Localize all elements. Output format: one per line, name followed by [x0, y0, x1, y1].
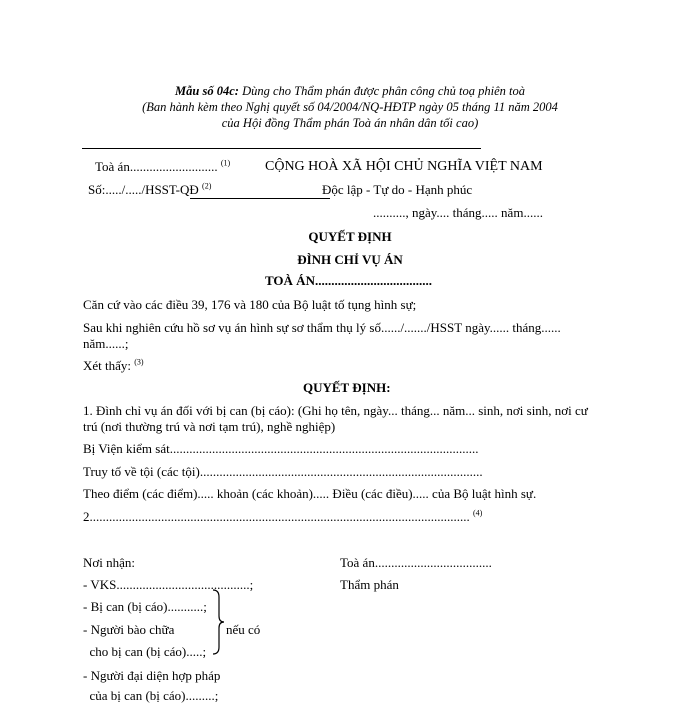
item-2-line: 2..................................................................................................................... $^{(4)}$ [83, 508, 483, 524]
court-name-line: TOÀ ÁN.................................... [265, 273, 432, 288]
penal-code-basis-line: Theo điểm (các điểm)..... khoản (các khoản)..... Điều (các điều)..... của Bộ luật hình sự. [83, 486, 537, 501]
form-header-line-3: của Hội đồng Thẩm phán Toà án nhân dân tối cao) [221, 116, 479, 130]
place-date: .........., ngày.... tháng..... năm...... [373, 205, 543, 220]
recipient-defendant: - Bị can (bị cáo)...........; [83, 599, 207, 614]
legal-basis-line: Căn cứ vào các điều 39, 176 và 180 của Bộ luật tố tụng hình sự; [83, 297, 417, 312]
charged-offense-line: Truy tố về tội (các tội)....................................................................................... [83, 464, 483, 479]
finding-line: Xét thấy: $^{(3)}$ [83, 357, 144, 373]
item-1-line-2: trú (nơi thường trú và nơi tạm trú), nghề nghiệp) [83, 419, 336, 434]
recipient-representative-line-2: của bị can (bị cáo).........; [83, 688, 219, 703]
national-motto: Độc lập - Tự do - Hạnh phúc [322, 182, 473, 197]
recipient-procuracy: - VKS.........................................; [83, 577, 254, 592]
recipient-representative-line-1: - Người đại diện hợp pháp [83, 668, 221, 683]
recipient-defender-line-2: cho bị can (bị cáo).....; [83, 644, 207, 659]
number-underline [190, 198, 330, 199]
recipient-defender-line-1: - Người bào chữa [83, 622, 175, 637]
form-header-line-2: (Ban hành kèm theo Nghị quyết số 04/2004/NQ-HĐTP ngày 05 tháng 11 năm 2004 [142, 100, 558, 114]
prosecuted-by-line: Bị Viện kiểm sát............................................................................................... [83, 441, 479, 456]
item-1-line-1: 1. Đình chỉ vụ án đối với bị can (bị cáo): (Ghi họ tên, ngày... tháng... năm... sinh, nơi sinh, nơi cư [83, 403, 588, 418]
recipients-heading: Nơi nhận: [83, 555, 136, 570]
case-review-line-1: Sau khi nghiên cứu hồ sơ vụ án hình sự sơ thẩm thụ lý số....../......./HSST ngày...... tháng...... [83, 320, 561, 335]
issuing-court: Toà án........................... $^{(1)}$ [95, 158, 231, 174]
case-review-line-2: năm......; [83, 336, 129, 351]
nation-name: CỘNG HOÀ XÃ HỘI CHỦ NGHĨA VIỆT NAM [265, 159, 543, 174]
document-subtitle: ĐÌNH CHỈ VỤ ÁN [297, 252, 403, 267]
signature-court: Toà án.................................... [340, 555, 492, 570]
decision-heading: QUYẾT ĐỊNH: [303, 380, 391, 395]
document-title: QUYẾT ĐỊNH [308, 229, 392, 244]
signature-judge: Thẩm phán [340, 577, 399, 592]
if-any-note: nếu có [226, 622, 261, 637]
decision-number: Số:...../...../HSST-QĐ $^{(2)}$ [88, 181, 212, 197]
form-header-line-1: Mẫu số 04c: Dùng cho Thẩm phán được phân công chủ toạ phiên toà [175, 84, 525, 98]
right-brace-icon [211, 589, 225, 655]
header-divider [82, 148, 481, 149]
